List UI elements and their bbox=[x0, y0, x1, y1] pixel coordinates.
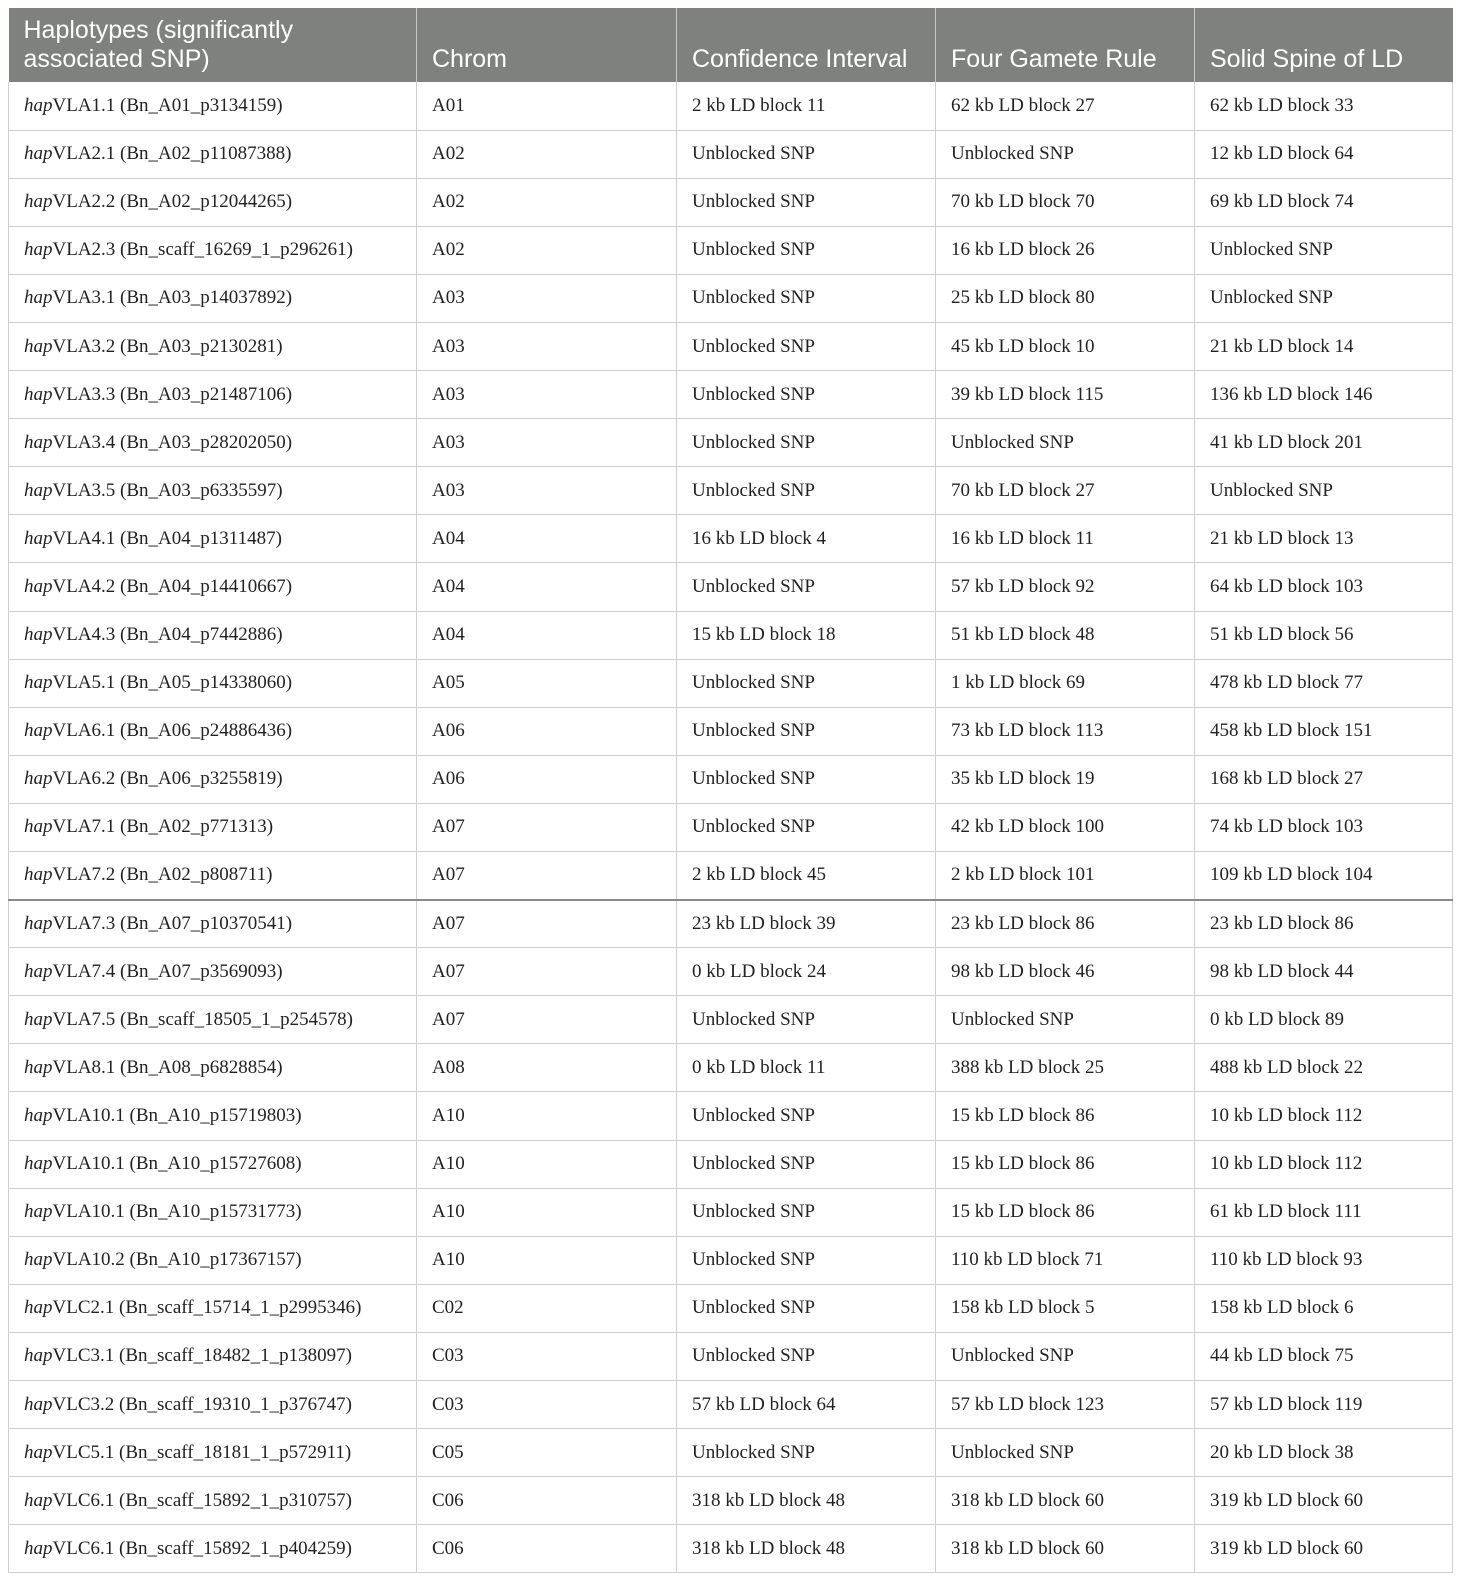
table-row bbox=[9, 948, 1453, 996]
table-row bbox=[9, 1092, 1453, 1140]
cell-four-gamete-rule: 16 kb LD block 11 bbox=[936, 515, 1195, 563]
cell-chrom: A07 bbox=[417, 852, 677, 900]
cell-four-gamete-rule: 2 kb LD block 101 bbox=[936, 852, 1195, 900]
cell-haplotype bbox=[9, 900, 417, 948]
cell-haplotype bbox=[9, 803, 417, 851]
table-row bbox=[9, 1140, 1453, 1188]
cell-solid-spine-of-ld: 21 kb LD block 14 bbox=[1195, 322, 1453, 370]
cell-haplotype bbox=[9, 1044, 417, 1092]
cell-confidence-interval: Unblocked SNP bbox=[677, 371, 936, 419]
cell-haplotype bbox=[9, 611, 417, 659]
cell-solid-spine-of-ld: 319 kb LD block 60 bbox=[1195, 1525, 1453, 1573]
cell-chrom: A02 bbox=[417, 226, 677, 274]
cell-haplotype bbox=[9, 1429, 417, 1477]
cell-haplotype bbox=[9, 1477, 417, 1525]
cell-chrom: C03 bbox=[417, 1381, 677, 1429]
cell-four-gamete-rule: 1 kb LD block 69 bbox=[936, 659, 1195, 707]
haplotype-prefix: hap bbox=[24, 143, 53, 165]
cell-confidence-interval: Unblocked SNP bbox=[677, 755, 936, 803]
table-row bbox=[9, 1332, 1453, 1380]
cell-confidence-interval: 23 kb LD block 39 bbox=[677, 900, 936, 948]
table-row bbox=[9, 803, 1453, 851]
cell-chrom: A03 bbox=[417, 274, 677, 322]
table-row bbox=[9, 563, 1453, 611]
header-solid-spine-of-ld: Solid Spine of LD bbox=[1195, 8, 1453, 82]
haplotype-name: VLA3.5 (Bn_A03_p6335597) bbox=[52, 479, 283, 501]
cell-solid-spine-of-ld: 74 kb LD block 103 bbox=[1195, 803, 1453, 851]
haplotype-name: VLC3.1 (Bn_scaff_18482_1_p138097) bbox=[52, 1345, 352, 1367]
table-row bbox=[9, 900, 1453, 948]
table-row bbox=[9, 515, 1453, 563]
cell-four-gamete-rule: 98 kb LD block 46 bbox=[936, 948, 1195, 996]
haplotype-prefix: hap bbox=[24, 1345, 53, 1367]
cell-confidence-interval: Unblocked SNP bbox=[677, 274, 936, 322]
cell-four-gamete-rule: Unblocked SNP bbox=[936, 1332, 1195, 1380]
haplotype-table bbox=[8, 8, 1453, 1573]
cell-solid-spine-of-ld: 158 kb LD block 6 bbox=[1195, 1284, 1453, 1332]
haplotype-prefix: hap bbox=[24, 1249, 53, 1271]
haplotype-prefix: hap bbox=[24, 1008, 53, 1030]
table-row bbox=[9, 371, 1453, 419]
cell-confidence-interval: Unblocked SNP bbox=[677, 1236, 936, 1284]
cell-four-gamete-rule: 45 kb LD block 10 bbox=[936, 322, 1195, 370]
table-row bbox=[9, 1284, 1453, 1332]
haplotype-name: VLA7.5 (Bn_scaff_18505_1_p254578) bbox=[52, 1008, 353, 1030]
cell-chrom: A04 bbox=[417, 515, 677, 563]
cell-haplotype bbox=[9, 322, 417, 370]
cell-confidence-interval: Unblocked SNP bbox=[677, 226, 936, 274]
cell-solid-spine-of-ld: 21 kb LD block 13 bbox=[1195, 515, 1453, 563]
table-row bbox=[9, 1477, 1453, 1525]
cell-four-gamete-rule: Unblocked SNP bbox=[936, 419, 1195, 467]
cell-four-gamete-rule: 25 kb LD block 80 bbox=[936, 274, 1195, 322]
cell-haplotype bbox=[9, 948, 417, 996]
table-row bbox=[9, 611, 1453, 659]
cell-haplotype bbox=[9, 707, 417, 755]
cell-chrom: C06 bbox=[417, 1477, 677, 1525]
haplotype-name: VLA4.1 (Bn_A04_p1311487) bbox=[52, 527, 282, 549]
haplotype-name: VLA7.1 (Bn_A02_p771313) bbox=[52, 816, 274, 838]
haplotype-name: VLA4.2 (Bn_A04_p14410667) bbox=[52, 575, 293, 597]
cell-confidence-interval: Unblocked SNP bbox=[677, 707, 936, 755]
cell-four-gamete-rule: 318 kb LD block 60 bbox=[936, 1477, 1195, 1525]
cell-haplotype bbox=[9, 82, 417, 130]
haplotype-prefix: hap bbox=[24, 479, 53, 501]
cell-chrom: A07 bbox=[417, 803, 677, 851]
table-row bbox=[9, 1236, 1453, 1284]
haplotype-prefix: hap bbox=[24, 1201, 53, 1223]
cell-confidence-interval: Unblocked SNP bbox=[677, 563, 936, 611]
haplotype-prefix: hap bbox=[24, 1056, 53, 1078]
cell-chrom: A06 bbox=[417, 707, 677, 755]
haplotype-prefix: hap bbox=[24, 912, 53, 934]
cell-solid-spine-of-ld: Unblocked SNP bbox=[1195, 226, 1453, 274]
cell-haplotype bbox=[9, 1381, 417, 1429]
cell-solid-spine-of-ld: 69 kb LD block 74 bbox=[1195, 178, 1453, 226]
cell-solid-spine-of-ld: 61 kb LD block 111 bbox=[1195, 1188, 1453, 1236]
haplotype-name: VLA3.3 (Bn_A03_p21487106) bbox=[52, 383, 293, 405]
cell-haplotype bbox=[9, 274, 417, 322]
haplotype-name: VLA8.1 (Bn_A08_p6828854) bbox=[52, 1056, 283, 1078]
cell-confidence-interval: Unblocked SNP bbox=[677, 1429, 936, 1477]
cell-solid-spine-of-ld: 319 kb LD block 60 bbox=[1195, 1477, 1453, 1525]
cell-four-gamete-rule: 42 kb LD block 100 bbox=[936, 803, 1195, 851]
table-row bbox=[9, 996, 1453, 1044]
haplotype-prefix: hap bbox=[24, 335, 53, 357]
table-header bbox=[9, 8, 1453, 82]
cell-chrom: A06 bbox=[417, 755, 677, 803]
header-four-gamete-rule: Four Gamete Rule bbox=[936, 8, 1195, 82]
cell-four-gamete-rule: 15 kb LD block 86 bbox=[936, 1188, 1195, 1236]
cell-four-gamete-rule: 16 kb LD block 26 bbox=[936, 226, 1195, 274]
cell-solid-spine-of-ld: 23 kb LD block 86 bbox=[1195, 900, 1453, 948]
table-row bbox=[9, 1525, 1453, 1573]
cell-solid-spine-of-ld: 168 kb LD block 27 bbox=[1195, 755, 1453, 803]
haplotype-prefix: hap bbox=[24, 239, 53, 261]
haplotype-name: VLA6.2 (Bn_A06_p3255819) bbox=[52, 768, 283, 790]
haplotype-name: VLA10.1 (Bn_A10_p15731773) bbox=[52, 1201, 302, 1223]
cell-chrom: C05 bbox=[417, 1429, 677, 1477]
cell-confidence-interval: Unblocked SNP bbox=[677, 467, 936, 515]
cell-solid-spine-of-ld: 20 kb LD block 38 bbox=[1195, 1429, 1453, 1477]
cell-four-gamete-rule: Unblocked SNP bbox=[936, 1429, 1195, 1477]
header-haplotypes: Haplotypes (significantly associated SNP) bbox=[9, 8, 417, 82]
cell-confidence-interval: Unblocked SNP bbox=[677, 130, 936, 178]
haplotype-name: VLC6.1 (Bn_scaff_15892_1_p404259) bbox=[52, 1537, 352, 1559]
cell-solid-spine-of-ld: Unblocked SNP bbox=[1195, 274, 1453, 322]
cell-chrom: A07 bbox=[417, 948, 677, 996]
haplotype-name: VLA7.4 (Bn_A07_p3569093) bbox=[52, 960, 283, 982]
haplotype-prefix: hap bbox=[24, 624, 53, 646]
table-row bbox=[9, 755, 1453, 803]
cell-four-gamete-rule: 15 kb LD block 86 bbox=[936, 1092, 1195, 1140]
cell-four-gamete-rule: 57 kb LD block 92 bbox=[936, 563, 1195, 611]
cell-haplotype bbox=[9, 1188, 417, 1236]
cell-four-gamete-rule: 318 kb LD block 60 bbox=[936, 1525, 1195, 1573]
cell-haplotype bbox=[9, 1092, 417, 1140]
haplotype-prefix: hap bbox=[24, 431, 53, 453]
cell-solid-spine-of-ld: 57 kb LD block 119 bbox=[1195, 1381, 1453, 1429]
haplotype-prefix: hap bbox=[24, 960, 53, 982]
haplotype-prefix: hap bbox=[24, 768, 53, 790]
cell-haplotype bbox=[9, 1525, 417, 1573]
cell-confidence-interval: Unblocked SNP bbox=[677, 322, 936, 370]
haplotype-prefix: hap bbox=[24, 94, 53, 116]
table-row bbox=[9, 1429, 1453, 1477]
table-row bbox=[9, 1381, 1453, 1429]
cell-chrom: A02 bbox=[417, 130, 677, 178]
cell-confidence-interval: Unblocked SNP bbox=[677, 1140, 936, 1188]
haplotype-name: VLA7.3 (Bn_A07_p10370541) bbox=[52, 912, 293, 934]
haplotype-prefix: hap bbox=[24, 287, 53, 309]
cell-solid-spine-of-ld: 488 kb LD block 22 bbox=[1195, 1044, 1453, 1092]
table-row bbox=[9, 82, 1453, 130]
cell-haplotype bbox=[9, 563, 417, 611]
haplotype-name: VLC2.1 (Bn_scaff_15714_1_p2995346) bbox=[52, 1297, 362, 1319]
table-row bbox=[9, 274, 1453, 322]
cell-chrom: A02 bbox=[417, 178, 677, 226]
haplotype-name: VLA4.3 (Bn_A04_p7442886) bbox=[52, 624, 283, 646]
cell-confidence-interval: 16 kb LD block 4 bbox=[677, 515, 936, 563]
table-row bbox=[9, 322, 1453, 370]
cell-haplotype bbox=[9, 467, 417, 515]
table-row bbox=[9, 1044, 1453, 1092]
haplotype-name: VLA2.1 (Bn_A02_p11087388) bbox=[52, 143, 292, 165]
haplotype-name: VLA3.2 (Bn_A03_p2130281) bbox=[52, 335, 283, 357]
cell-confidence-interval: Unblocked SNP bbox=[677, 659, 936, 707]
haplotype-name: VLA5.1 (Bn_A05_p14338060) bbox=[52, 672, 293, 694]
cell-four-gamete-rule: 110 kb LD block 71 bbox=[936, 1236, 1195, 1284]
cell-confidence-interval: 2 kb LD block 11 bbox=[677, 82, 936, 130]
cell-confidence-interval: 318 kb LD block 48 bbox=[677, 1477, 936, 1525]
cell-chrom: A03 bbox=[417, 322, 677, 370]
cell-solid-spine-of-ld: 51 kb LD block 56 bbox=[1195, 611, 1453, 659]
cell-chrom: A10 bbox=[417, 1140, 677, 1188]
cell-solid-spine-of-ld: 12 kb LD block 64 bbox=[1195, 130, 1453, 178]
cell-confidence-interval: Unblocked SNP bbox=[677, 1092, 936, 1140]
cell-four-gamete-rule: 15 kb LD block 86 bbox=[936, 1140, 1195, 1188]
header-chrom: Chrom bbox=[417, 8, 677, 82]
cell-solid-spine-of-ld: 458 kb LD block 151 bbox=[1195, 707, 1453, 755]
cell-four-gamete-rule: Unblocked SNP bbox=[936, 996, 1195, 1044]
cell-four-gamete-rule: 35 kb LD block 19 bbox=[936, 755, 1195, 803]
cell-chrom: A04 bbox=[417, 563, 677, 611]
cell-four-gamete-rule: 57 kb LD block 123 bbox=[936, 1381, 1195, 1429]
haplotype-name: VLA10.2 (Bn_A10_p17367157) bbox=[52, 1249, 302, 1271]
cell-solid-spine-of-ld: 98 kb LD block 44 bbox=[1195, 948, 1453, 996]
haplotype-name: VLA10.1 (Bn_A10_p15727608) bbox=[52, 1153, 302, 1175]
haplotype-prefix: hap bbox=[24, 191, 53, 213]
table-row bbox=[9, 178, 1453, 226]
cell-solid-spine-of-ld: Unblocked SNP bbox=[1195, 467, 1453, 515]
cell-haplotype bbox=[9, 178, 417, 226]
table-row bbox=[9, 1188, 1453, 1236]
cell-haplotype bbox=[9, 419, 417, 467]
header-row bbox=[9, 8, 1453, 82]
table-row bbox=[9, 419, 1453, 467]
cell-confidence-interval: 57 kb LD block 64 bbox=[677, 1381, 936, 1429]
table-body bbox=[9, 82, 1453, 1573]
cell-solid-spine-of-ld: 62 kb LD block 33 bbox=[1195, 82, 1453, 130]
cell-haplotype bbox=[9, 515, 417, 563]
cell-solid-spine-of-ld: 109 kb LD block 104 bbox=[1195, 852, 1453, 900]
cell-confidence-interval: Unblocked SNP bbox=[677, 1284, 936, 1332]
cell-chrom: A03 bbox=[417, 371, 677, 419]
cell-solid-spine-of-ld: 10 kb LD block 112 bbox=[1195, 1140, 1453, 1188]
cell-chrom: A04 bbox=[417, 611, 677, 659]
cell-haplotype bbox=[9, 659, 417, 707]
haplotype-prefix: hap bbox=[24, 1489, 53, 1511]
cell-haplotype bbox=[9, 226, 417, 274]
cell-solid-spine-of-ld: 478 kb LD block 77 bbox=[1195, 659, 1453, 707]
haplotype-table-container bbox=[8, 8, 1452, 1573]
haplotype-name: VLC5.1 (Bn_scaff_18181_1_p572911) bbox=[52, 1441, 352, 1463]
cell-chrom: A07 bbox=[417, 900, 677, 948]
table-row bbox=[9, 130, 1453, 178]
cell-confidence-interval: Unblocked SNP bbox=[677, 1332, 936, 1380]
haplotype-prefix: hap bbox=[24, 1105, 53, 1127]
cell-haplotype bbox=[9, 130, 417, 178]
haplotype-name: VLA1.1 (Bn_A01_p3134159) bbox=[52, 94, 283, 116]
haplotype-name: VLA2.2 (Bn_A02_p12044265) bbox=[52, 191, 293, 213]
cell-chrom: A03 bbox=[417, 419, 677, 467]
haplotype-prefix: hap bbox=[24, 864, 53, 886]
cell-confidence-interval: Unblocked SNP bbox=[677, 1188, 936, 1236]
cell-solid-spine-of-ld: 64 kb LD block 103 bbox=[1195, 563, 1453, 611]
haplotype-prefix: hap bbox=[24, 672, 53, 694]
cell-four-gamete-rule: 39 kb LD block 115 bbox=[936, 371, 1195, 419]
cell-solid-spine-of-ld: 41 kb LD block 201 bbox=[1195, 419, 1453, 467]
haplotype-prefix: hap bbox=[24, 1537, 53, 1559]
cell-haplotype bbox=[9, 755, 417, 803]
cell-four-gamete-rule: 158 kb LD block 5 bbox=[936, 1284, 1195, 1332]
cell-haplotype bbox=[9, 371, 417, 419]
haplotype-prefix: hap bbox=[24, 1153, 53, 1175]
haplotype-name: VLA10.1 (Bn_A10_p15719803) bbox=[52, 1105, 302, 1127]
haplotype-name: VLC3.2 (Bn_scaff_19310_1_p376747) bbox=[52, 1393, 352, 1415]
cell-solid-spine-of-ld: 136 kb LD block 146 bbox=[1195, 371, 1453, 419]
table-row bbox=[9, 226, 1453, 274]
table-row bbox=[9, 707, 1453, 755]
cell-four-gamete-rule: 62 kb LD block 27 bbox=[936, 82, 1195, 130]
cell-confidence-interval: Unblocked SNP bbox=[677, 803, 936, 851]
cell-four-gamete-rule: 388 kb LD block 25 bbox=[936, 1044, 1195, 1092]
table-row bbox=[9, 852, 1453, 900]
cell-haplotype bbox=[9, 996, 417, 1044]
cell-four-gamete-rule: 51 kb LD block 48 bbox=[936, 611, 1195, 659]
cell-haplotype bbox=[9, 1236, 417, 1284]
cell-confidence-interval: 0 kb LD block 11 bbox=[677, 1044, 936, 1092]
cell-four-gamete-rule: 73 kb LD block 113 bbox=[936, 707, 1195, 755]
cell-haplotype bbox=[9, 1332, 417, 1380]
haplotype-prefix: hap bbox=[24, 1297, 53, 1319]
cell-confidence-interval: Unblocked SNP bbox=[677, 178, 936, 226]
haplotype-name: VLA3.1 (Bn_A03_p14037892) bbox=[52, 287, 293, 309]
cell-haplotype bbox=[9, 1140, 417, 1188]
cell-chrom: A10 bbox=[417, 1236, 677, 1284]
cell-confidence-interval: 2 kb LD block 45 bbox=[677, 852, 936, 900]
header-confidence-interval: Confidence Interval bbox=[677, 8, 936, 82]
cell-confidence-interval: Unblocked SNP bbox=[677, 996, 936, 1044]
cell-chrom: C02 bbox=[417, 1284, 677, 1332]
cell-chrom: A01 bbox=[417, 82, 677, 130]
cell-chrom: A05 bbox=[417, 659, 677, 707]
cell-solid-spine-of-ld: 10 kb LD block 112 bbox=[1195, 1092, 1453, 1140]
haplotype-prefix: hap bbox=[24, 575, 53, 597]
haplotype-name: VLC6.1 (Bn_scaff_15892_1_p310757) bbox=[52, 1489, 352, 1511]
cell-haplotype bbox=[9, 852, 417, 900]
cell-confidence-interval: 15 kb LD block 18 bbox=[677, 611, 936, 659]
haplotype-name: VLA3.4 (Bn_A03_p28202050) bbox=[52, 431, 293, 453]
cell-four-gamete-rule: 70 kb LD block 27 bbox=[936, 467, 1195, 515]
table-row bbox=[9, 467, 1453, 515]
cell-chrom: A08 bbox=[417, 1044, 677, 1092]
cell-chrom: A10 bbox=[417, 1188, 677, 1236]
cell-chrom: A10 bbox=[417, 1092, 677, 1140]
cell-four-gamete-rule: 23 kb LD block 86 bbox=[936, 900, 1195, 948]
cell-chrom: C06 bbox=[417, 1525, 677, 1573]
cell-confidence-interval: Unblocked SNP bbox=[677, 419, 936, 467]
haplotype-name: VLA7.2 (Bn_A02_p808711) bbox=[52, 864, 273, 886]
cell-solid-spine-of-ld: 44 kb LD block 75 bbox=[1195, 1332, 1453, 1380]
haplotype-prefix: hap bbox=[24, 816, 53, 838]
haplotype-prefix: hap bbox=[24, 720, 53, 742]
cell-confidence-interval: 318 kb LD block 48 bbox=[677, 1525, 936, 1573]
cell-confidence-interval: 0 kb LD block 24 bbox=[677, 948, 936, 996]
haplotype-name: VLA2.3 (Bn_scaff_16269_1_p296261) bbox=[52, 239, 353, 261]
haplotype-prefix: hap bbox=[24, 1441, 53, 1463]
cell-chrom: A03 bbox=[417, 467, 677, 515]
cell-chrom: A07 bbox=[417, 996, 677, 1044]
cell-haplotype bbox=[9, 1284, 417, 1332]
haplotype-prefix: hap bbox=[24, 527, 53, 549]
table-row bbox=[9, 659, 1453, 707]
cell-solid-spine-of-ld: 0 kb LD block 89 bbox=[1195, 996, 1453, 1044]
haplotype-prefix: hap bbox=[24, 383, 53, 405]
cell-four-gamete-rule: Unblocked SNP bbox=[936, 130, 1195, 178]
cell-solid-spine-of-ld: 110 kb LD block 93 bbox=[1195, 1236, 1453, 1284]
cell-chrom: C03 bbox=[417, 1332, 677, 1380]
haplotype-prefix: hap bbox=[24, 1393, 53, 1415]
haplotype-name: VLA6.1 (Bn_A06_p24886436) bbox=[52, 720, 293, 742]
cell-four-gamete-rule: 70 kb LD block 70 bbox=[936, 178, 1195, 226]
